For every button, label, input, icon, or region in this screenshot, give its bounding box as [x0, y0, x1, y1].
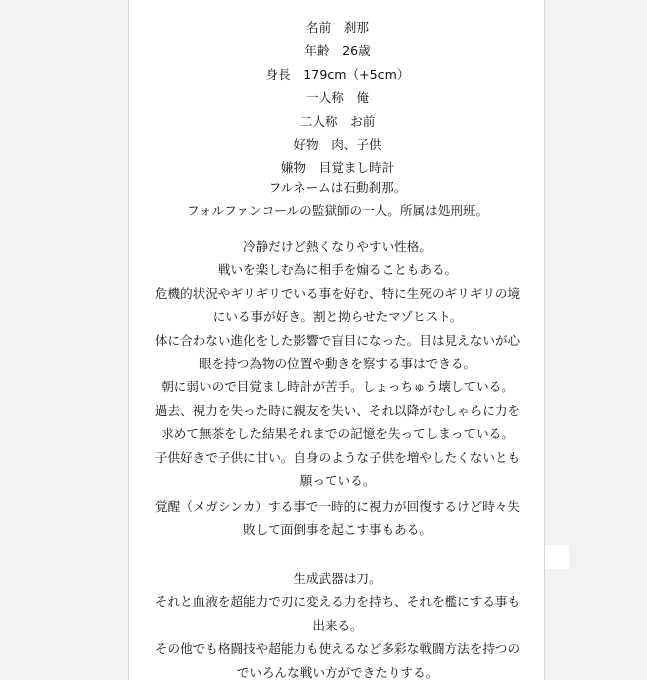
page-edge-gap: [545, 545, 569, 569]
text-line: 体に合わない進化をした影響で盲目になった。目は見えないが心: [154, 332, 521, 348]
text-line: 戦いを楽しむ為に相手を煽ることもある。: [217, 262, 458, 278]
profile-likes: 好物 肉、子供: [293, 137, 382, 153]
profile-second-person: 二人称 お前: [299, 113, 376, 129]
text-line: 出来る。: [312, 617, 363, 633]
text-line: 朝に弱いので目覚まし時計が苦手。しょっちゅう壊している。: [161, 379, 514, 395]
personality-paragraph: [129, 235, 545, 399]
intro-paragraph: [129, 176, 545, 223]
profile-height: 身長 179cm（+5cm）: [265, 66, 410, 82]
text-line: 求めて無茶をした結果それまでの記憶を失ってしまっている。: [161, 426, 514, 442]
text-line: フォルファンコールの監獄師の一人。所属は処刑班。: [186, 203, 489, 219]
text-line: 危機的状況やギリギリでいる事を好む、特に生死のギリギリの境: [154, 285, 521, 301]
text-line: 過去、視力を失った時に親友を失い、それ以降がむしゃらに力を: [154, 403, 521, 418]
text-line: 眼を持つ為物の位置や動きを察する事はできる。: [198, 356, 477, 372]
text-line: 子供好きで子供に甘い。自身のような子供を増やしたくないとも: [154, 449, 521, 465]
text-line: でいろんな戦い方ができたりする。: [236, 664, 439, 680]
text-line: 覚醒（メガシンカ）する事で一時的に視力が回復するけど時々失: [155, 499, 520, 514]
profile-first-person: 一人称 俺: [306, 90, 369, 106]
text-line: 願っている。: [299, 473, 376, 489]
weapon-paragraph: [129, 567, 545, 680]
profile-name: 名前 刹那: [306, 20, 369, 35]
text-line: 敗して面倒事を起こす事もある。: [243, 522, 432, 538]
text-line: それと血液を超能力で刃に変える力を持ち、それを檻にする事も: [154, 594, 521, 610]
text-line: にいる事が好き。割と拗らせたマゾヒスト。: [212, 309, 463, 325]
text-line: 生成武器は刀。: [293, 571, 382, 586]
profile-section: [129, 16, 545, 180]
profile-dislikes: 嫌物 目覚まし時計: [280, 160, 395, 176]
text-line: 冷静だけど熱くなりやすい性格。: [243, 239, 432, 254]
awakening-paragraph: [129, 495, 545, 542]
profile-age: 年齢 26歳: [304, 43, 371, 59]
past-paragraph: [129, 399, 545, 493]
text-line: フルネームは石動刹那。: [268, 180, 407, 195]
document-page: [128, 0, 545, 680]
text-line: その他でも格闘技や超能力も使えるなど多彩な戦闘方法を持つの: [154, 641, 521, 657]
